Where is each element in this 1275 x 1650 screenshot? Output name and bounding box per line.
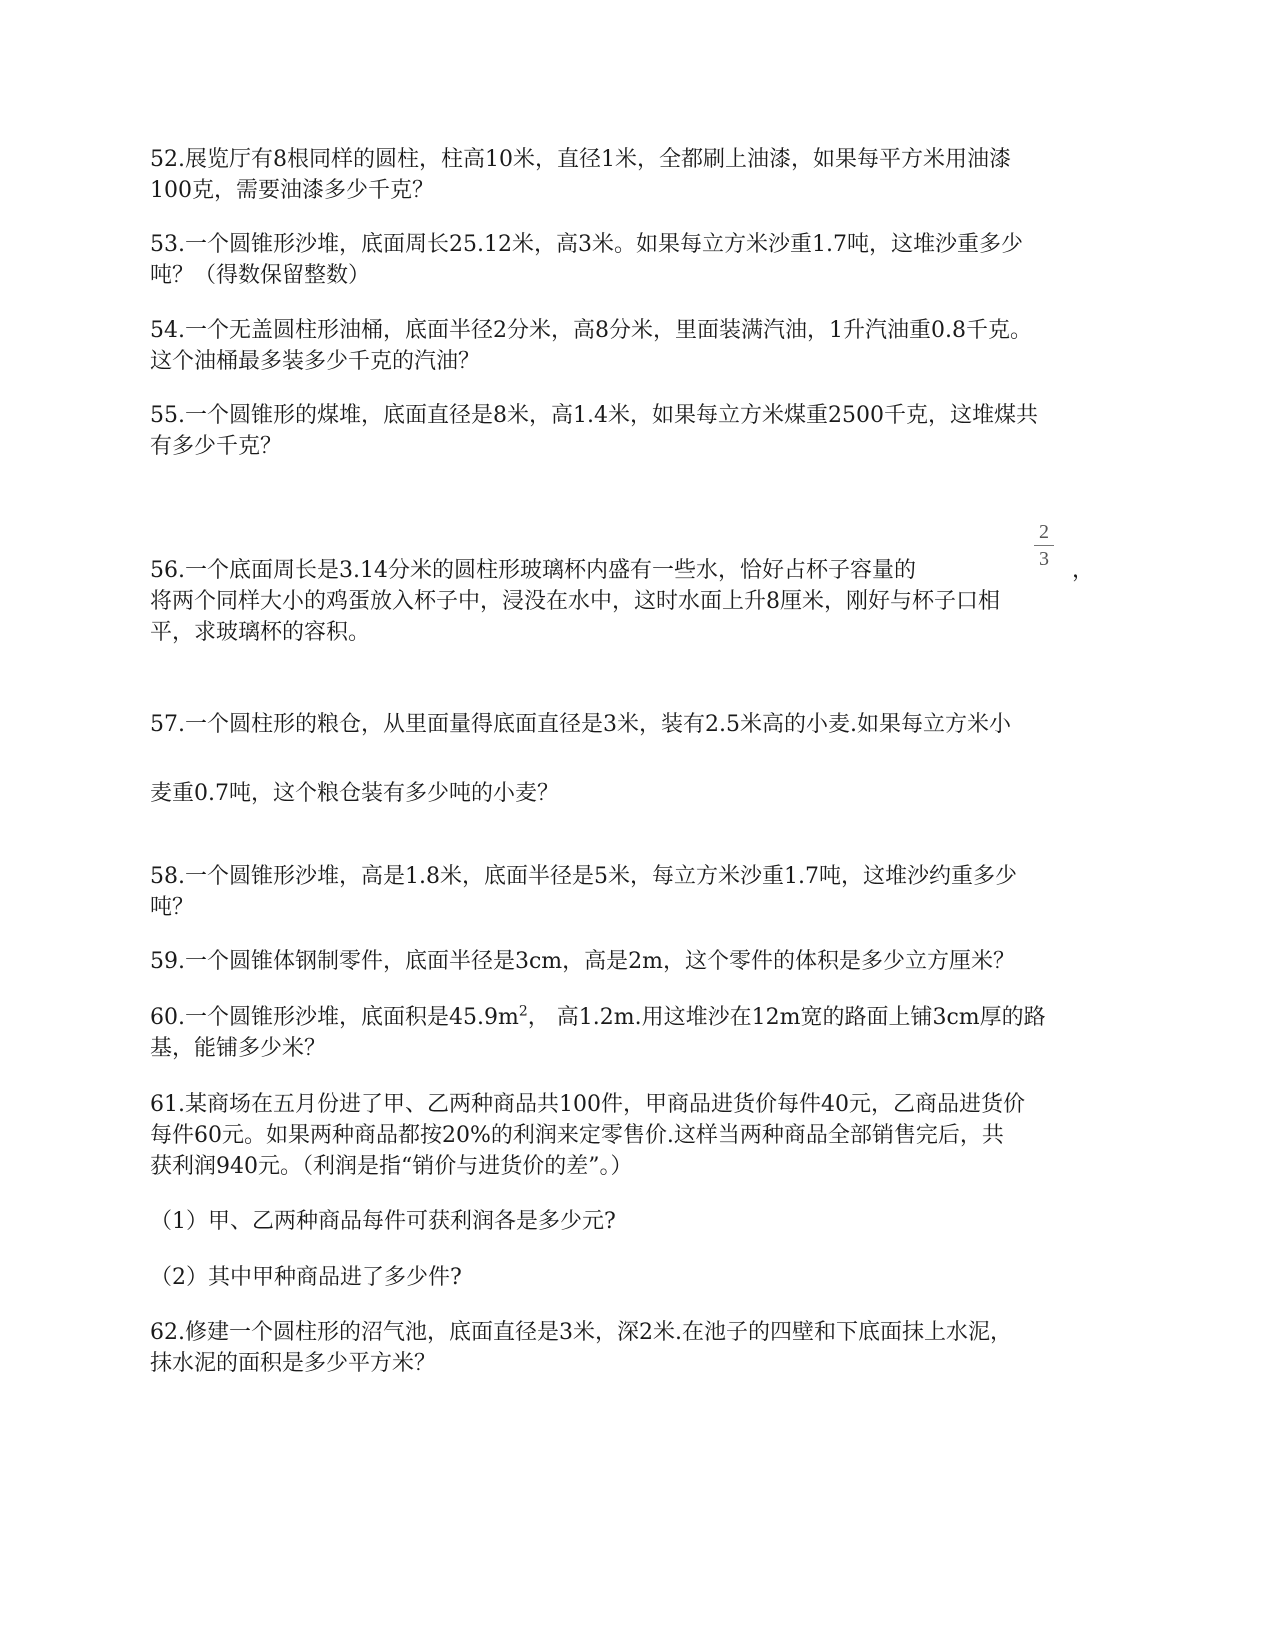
problem-52-line-1: 52.展览厅有8根同样的圆柱，柱高10米，直径1米，全都刷上油漆，如果每平方米用油漆 [150, 147, 1011, 172]
problem-62-line-2: 抹水泥的面积是多少平方米？ [150, 1351, 437, 1376]
problem-59-line-1: 59.一个圆锥体钢制零件，底面半径是3cm，高是2m，这个零件的体积是多少立方厘米？ [150, 949, 1016, 974]
problem-61-line-2: 每件60元。如果两种商品都按20%的利润来定零售价.这样当两种商品全部销售完后，共 [150, 1123, 1004, 1148]
problem-56-comma: ， [1072, 558, 1095, 583]
problem-61-line-3: 获利润940元。（利润是指“销价与进货价的差”。） [150, 1154, 633, 1179]
problem-58-line-1: 58.一个圆锥形沙堆，高是1.8米，底面半径是5米，每立方米沙重1.7吨，这堆沙约重多少 [150, 864, 1017, 889]
problem-58-line-2: 吨？ [150, 895, 195, 920]
fraction-denominator: 3 [1039, 548, 1049, 570]
problem-61-subquestion-1: （1）甲、乙两种商品每件可获利润各是多少元? [150, 1209, 616, 1234]
fraction-numerator: 2 [1039, 521, 1049, 543]
problem-60-text-b: ， 高1.2m.用这堆沙在12m宽的路面上铺3cm厚的路 [527, 1005, 1046, 1030]
fraction-bar [1034, 545, 1054, 546]
problem-53-line-1: 53.一个圆锥形沙堆，底面周长25.12米，高3米。如果每立方米沙重1.7吨，这堆沙重多少 [150, 232, 1023, 257]
problem-52-line-2: 100克，需要油漆多少千克？ [150, 178, 434, 203]
problem-57-line-2: 麦重0.7吨，这个粮仓装有多少吨的小麦？ [150, 781, 559, 806]
problem-54-line-2: 这个油桶最多装多少千克的汽油？ [150, 349, 481, 374]
superscript-2: 2 [518, 1003, 528, 1020]
fraction-two-thirds [1034, 520, 1054, 571]
problem-60-text-a: 60.一个圆锥形沙堆，底面积是45.9m [150, 1005, 519, 1030]
problem-62-line-1: 62.修建一个圆柱形的沼气池，底面直径是3米，深2米.在池子的四壁和下底面抹上水泥， [150, 1320, 1012, 1345]
problem-61-subquestion-2: （2）其中甲种商品进了多少件? [150, 1265, 462, 1290]
problem-57-line-1: 57.一个圆柱形的粮仓，从里面量得底面直径是3米，装有2.5米高的小麦.如果每立方米小 [150, 712, 1011, 737]
problem-53-line-2: 吨？（得数保留整数） [150, 263, 371, 288]
problem-60-line-2: 基，能铺多少米？ [150, 1036, 327, 1061]
problem-60-line-1 [150, 1003, 1046, 1033]
problem-56-line-1: 56.一个底面周长是3.14分米的圆柱形玻璃杯内盛有一些水，恰好占杯子容量的 [150, 558, 916, 583]
problem-56-line-2: 将两个同样大小的鸡蛋放入杯子中，浸没在水中，这时水面上升8厘米，刚好与杯子口相 [150, 589, 1000, 614]
problem-54-line-1: 54.一个无盖圆柱形油桶，底面半径2分米，高8分米，里面装满汽油，1升汽油重0.8千克。 [150, 318, 1032, 343]
problem-55-line-1: 55.一个圆锥形的煤堆，底面直径是8米，高1.4米，如果每立方米煤重2500千克，这堆煤共 [150, 403, 1038, 428]
problem-56-line-3: 平，求玻璃杯的容积。 [150, 620, 371, 645]
problem-55-line-2: 有多少千克？ [150, 434, 283, 459]
problem-61-line-1: 61.某商场在五月份进了甲、乙两种商品共100件，甲商品进货价每件40元，乙商品进货价 [150, 1092, 1025, 1117]
